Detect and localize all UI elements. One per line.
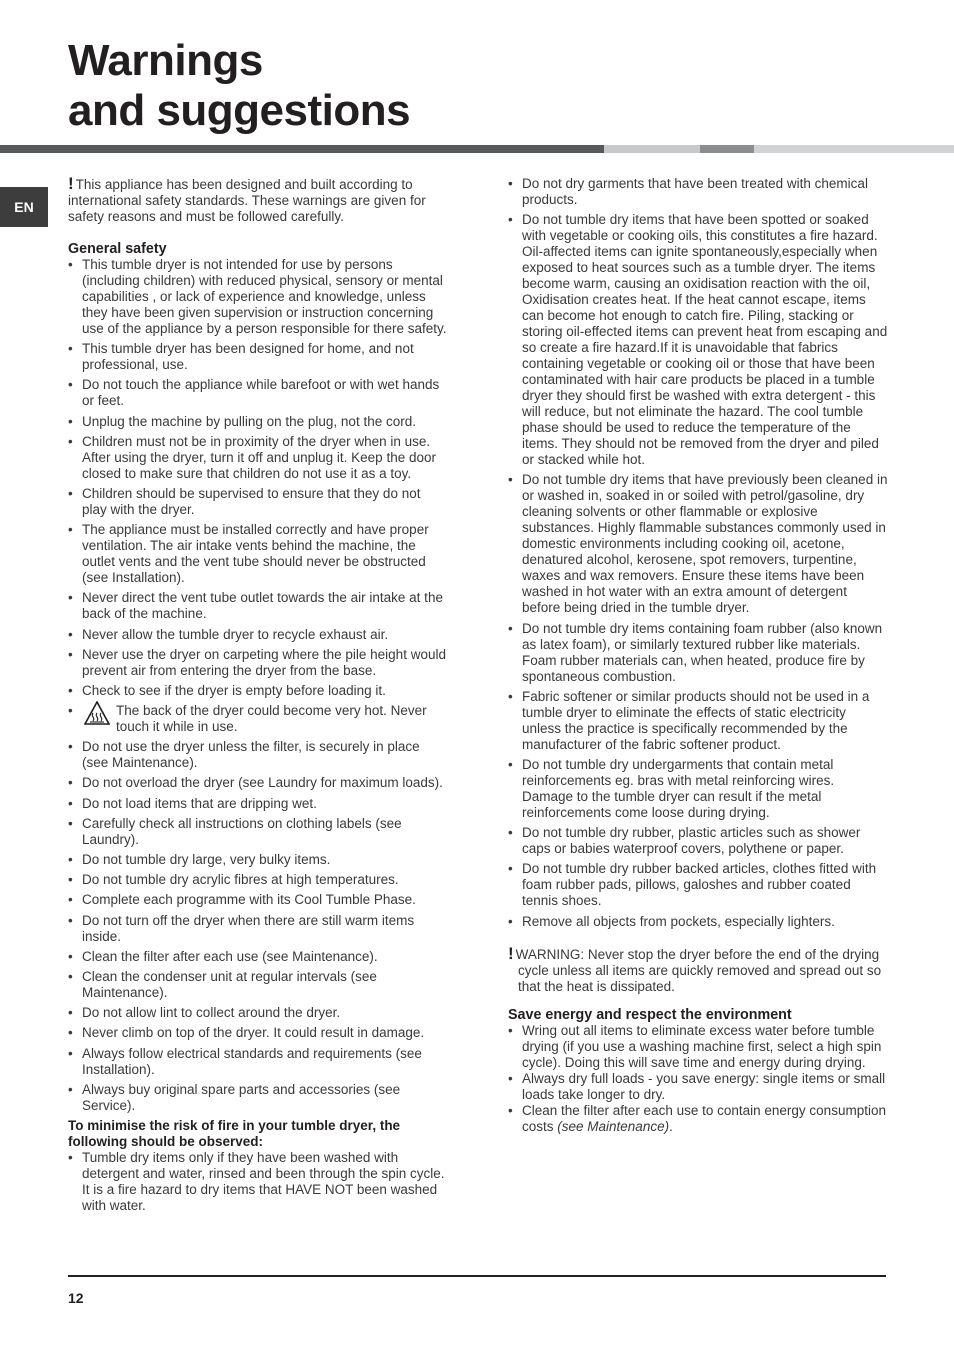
- hot-surface-warning-icon: [84, 701, 110, 725]
- list-item: • Children should be supervised to ensure that they do not play with the dryer.: [68, 486, 448, 518]
- list-item: • Never climb on top of the dryer. It could result in damage.: [68, 1025, 448, 1041]
- page-number: 12: [68, 1290, 84, 1306]
- list-item: • Do not tumble dry rubber, plastic articles such as shower caps or babies waterproof covers, polythene or paper.: [508, 825, 888, 857]
- list-item: • Do not overload the dryer (see Laundry for maximum loads).: [68, 775, 448, 791]
- list-item: • Remove all objects from pockets, especially lighters.: [508, 914, 888, 930]
- list-item: • Do not tumble dry undergarments that contain metal reinforcements eg. bras with metal reinforcing wires. Damage to the tumble dryer can result if the metal reinforcements come loose during drying.: [508, 757, 888, 821]
- list-item: • Do not tumble dry acrylic fibres at high temperatures.: [68, 872, 448, 888]
- list-item: • Always dry full loads - you save energy: single items or small loads take longer to dry.: [508, 1071, 888, 1103]
- footer-rule: [68, 1275, 886, 1277]
- left-column: [68, 176, 448, 1218]
- header-bar-mid: [700, 145, 754, 153]
- hot-surface-text: • The back of the dryer could become very hot. Never touch it while in use.: [116, 703, 427, 735]
- list-item: • Always buy original spare parts and accessories (see Service).: [68, 1082, 448, 1114]
- general-safety-list: [68, 257, 448, 1114]
- header-bar-light-end: [754, 145, 954, 153]
- list-item: • Never use the dryer on carpeting where the pile height would prevent air from entering the dryer from the base.: [68, 647, 448, 679]
- list-item: • Do not load items that are dripping wet.: [68, 796, 448, 812]
- list-item: • This tumble dryer is not intended for use by persons (including children) with reduced physical, sensory or mental capabilities , or lack of experience and knowledge, unless they have been given supervision or instruction concerning use of the appliance by a person responsible for there safety.: [68, 257, 448, 337]
- fire-risk-heading: To minimise the risk of fire in your tumble dryer, the following should be observed:: [68, 1117, 401, 1149]
- list-item: • Wring out all items to eliminate excess water before tumble drying (if you use a washing machine first, select a high spin cycle). Doing this will save time and energy during drying.: [508, 1023, 888, 1071]
- list-item: • Children must not be in proximity of the dryer when in use. After using the dryer, turn it off and unplug it. Keep the door closed to make sure that children do not use it as a toy.: [68, 434, 448, 482]
- energy-list: [508, 1023, 888, 1135]
- list-item: • Tumble dry items only if they have been washed with detergent and water, rinsed and been through the spin cycle. It is a fire hazard to dry items that HAVE NOT been washed with water.: [68, 1150, 448, 1214]
- list-item: • Do not allow lint to collect around the dryer.: [68, 1005, 448, 1021]
- list-item: • Never direct the vent tube outlet towards the air intake at the back of the machine.: [68, 590, 448, 622]
- title-line-1: Warnings: [68, 36, 263, 85]
- list-item-energy-filter: [508, 1103, 888, 1135]
- language-tab: EN: [0, 187, 48, 227]
- energy-heading: Save energy and respect the environment: [508, 1006, 792, 1023]
- general-safety-heading: General safety: [68, 241, 167, 257]
- list-item: • Do not tumble dry items that have previously been cleaned in or washed in, soaked in or soiled with petrol/gasoline, dry cleaning solvents or other flammable or explosive substances. Highly flammable substances commonly used in domestic environments including cooking oil, acetone, denatured alcohol, kerosene, spot removers, turpentine, waxes and wax removers. Ensure these items have been washed in hot water with an extra amount of detergent before being dried in the tumble dryer.: [508, 472, 888, 616]
- list-item: • Always follow electrical standards and requirements (see Installation).: [68, 1046, 448, 1078]
- exclamation-icon: !: [68, 174, 74, 193]
- list-item: • Check to see if the dryer is empty before loading it.: [68, 683, 448, 699]
- maintenance-reference: (see Maintenance): [557, 1118, 670, 1134]
- list-item: • This tumble dryer has been designed for home, and not professional, use.: [68, 341, 448, 373]
- warning-text: WARNING: Never stop the dryer before the end of the drying cycle unless all items are quickly removed and spread out so that the heat is dissipated.: [515, 946, 882, 994]
- list-item: • Fabric softener or similar products should not be used in a tumble dryer to eliminate the effects of static electricity unless the practice is specifically recommended by the manufacturer of the fabric softener product.: [508, 689, 888, 753]
- header-bar-dark: [0, 145, 604, 153]
- page-title: [68, 36, 410, 136]
- list-item: • Never allow the tumble dryer to recycle exhaust air.: [68, 627, 448, 643]
- list-item: • Do not tumble dry large, very bulky items.: [68, 852, 448, 868]
- list-item: • Do not turn off the dryer when there are still warm items inside.: [68, 913, 448, 945]
- energy-filter-text: Clean the filter after each use to contain energy consumption costs: [522, 1102, 886, 1134]
- list-item: • Unplug the machine by pulling on the plug, not the cord.: [68, 414, 448, 430]
- fire-risk-list: [68, 1150, 448, 1214]
- energy-filter-end: .: [669, 1118, 673, 1134]
- list-item: • Complete each programme with its Cool Tumble Phase.: [68, 892, 448, 908]
- intro-paragraph: [68, 176, 448, 225]
- list-item: • Clean the condenser unit at regular intervals (see Maintenance).: [68, 969, 448, 1001]
- list-item: • Do not dry garments that have been treated with chemical products.: [508, 176, 888, 208]
- exclamation-icon: !: [508, 943, 514, 963]
- title-line-2: and suggestions: [68, 86, 411, 135]
- list-item-hot-surface: [68, 703, 448, 735]
- list-item: • Do not tumble dry items containing foam rubber (also known as latex foam), or similarly textured rubber like materials. Foam rubber materials can, when heated, produce fire by spontaneous combustion.: [508, 621, 888, 685]
- fire-risk-list-continued: [508, 176, 888, 930]
- list-item: • Do not use the dryer unless the filter, is securely in place (see Maintenance).: [68, 739, 448, 771]
- intro-text: This appliance has been designed and built according to international safety standards. These warnings are given for safety reasons and must be followed carefully.: [68, 177, 426, 224]
- list-item: • Do not tumble dry items that have been spotted or soaked with vegetable or cooking oils, this constitutes a fire hazard. Oil-affected items can ignite spontaneously,especially when exposed to heat sources such as a tumble dryer. The items become warm, causing an oxidisation reaction with the oil, Oxidisation creates heat. If the heat cannot escape, items can become hot enough to catch fire. Piling, stacking or storing oil-effected items can prevent heat from escaping and so create a fire hazard.If it is unavoidable that fabrics containing vegetable or cooking oil or those that have been contaminated with hair care products be placed in a tumble dryer they should first be washed with extra detergent - this will reduce, but not eliminate the hazard. The cool tumble phase should be used to reduce the temperature of the items. They should not be removed from the dryer and piled or stacked while hot.: [508, 212, 888, 468]
- warning-paragraph: [508, 943, 888, 995]
- list-item: • The appliance must be installed correctly and have proper ventilation. The air intake vents behind the machine, the outlet vents and the vent tube should never be obstructed (see Installation).: [68, 522, 448, 586]
- header-bar-light: [604, 145, 700, 153]
- list-item: • Carefully check all instructions on clothing labels (see Laundry).: [68, 816, 448, 848]
- list-item: • Do not touch the appliance while barefoot or with wet hands or feet.: [68, 377, 448, 409]
- right-column: [508, 176, 888, 1135]
- list-item: • Clean the filter after each use (see Maintenance).: [68, 949, 448, 965]
- list-item: • Do not tumble dry rubber backed articles, clothes fitted with foam rubber pads, pillows, galoshes and rubber coated tennis shoes.: [508, 861, 888, 909]
